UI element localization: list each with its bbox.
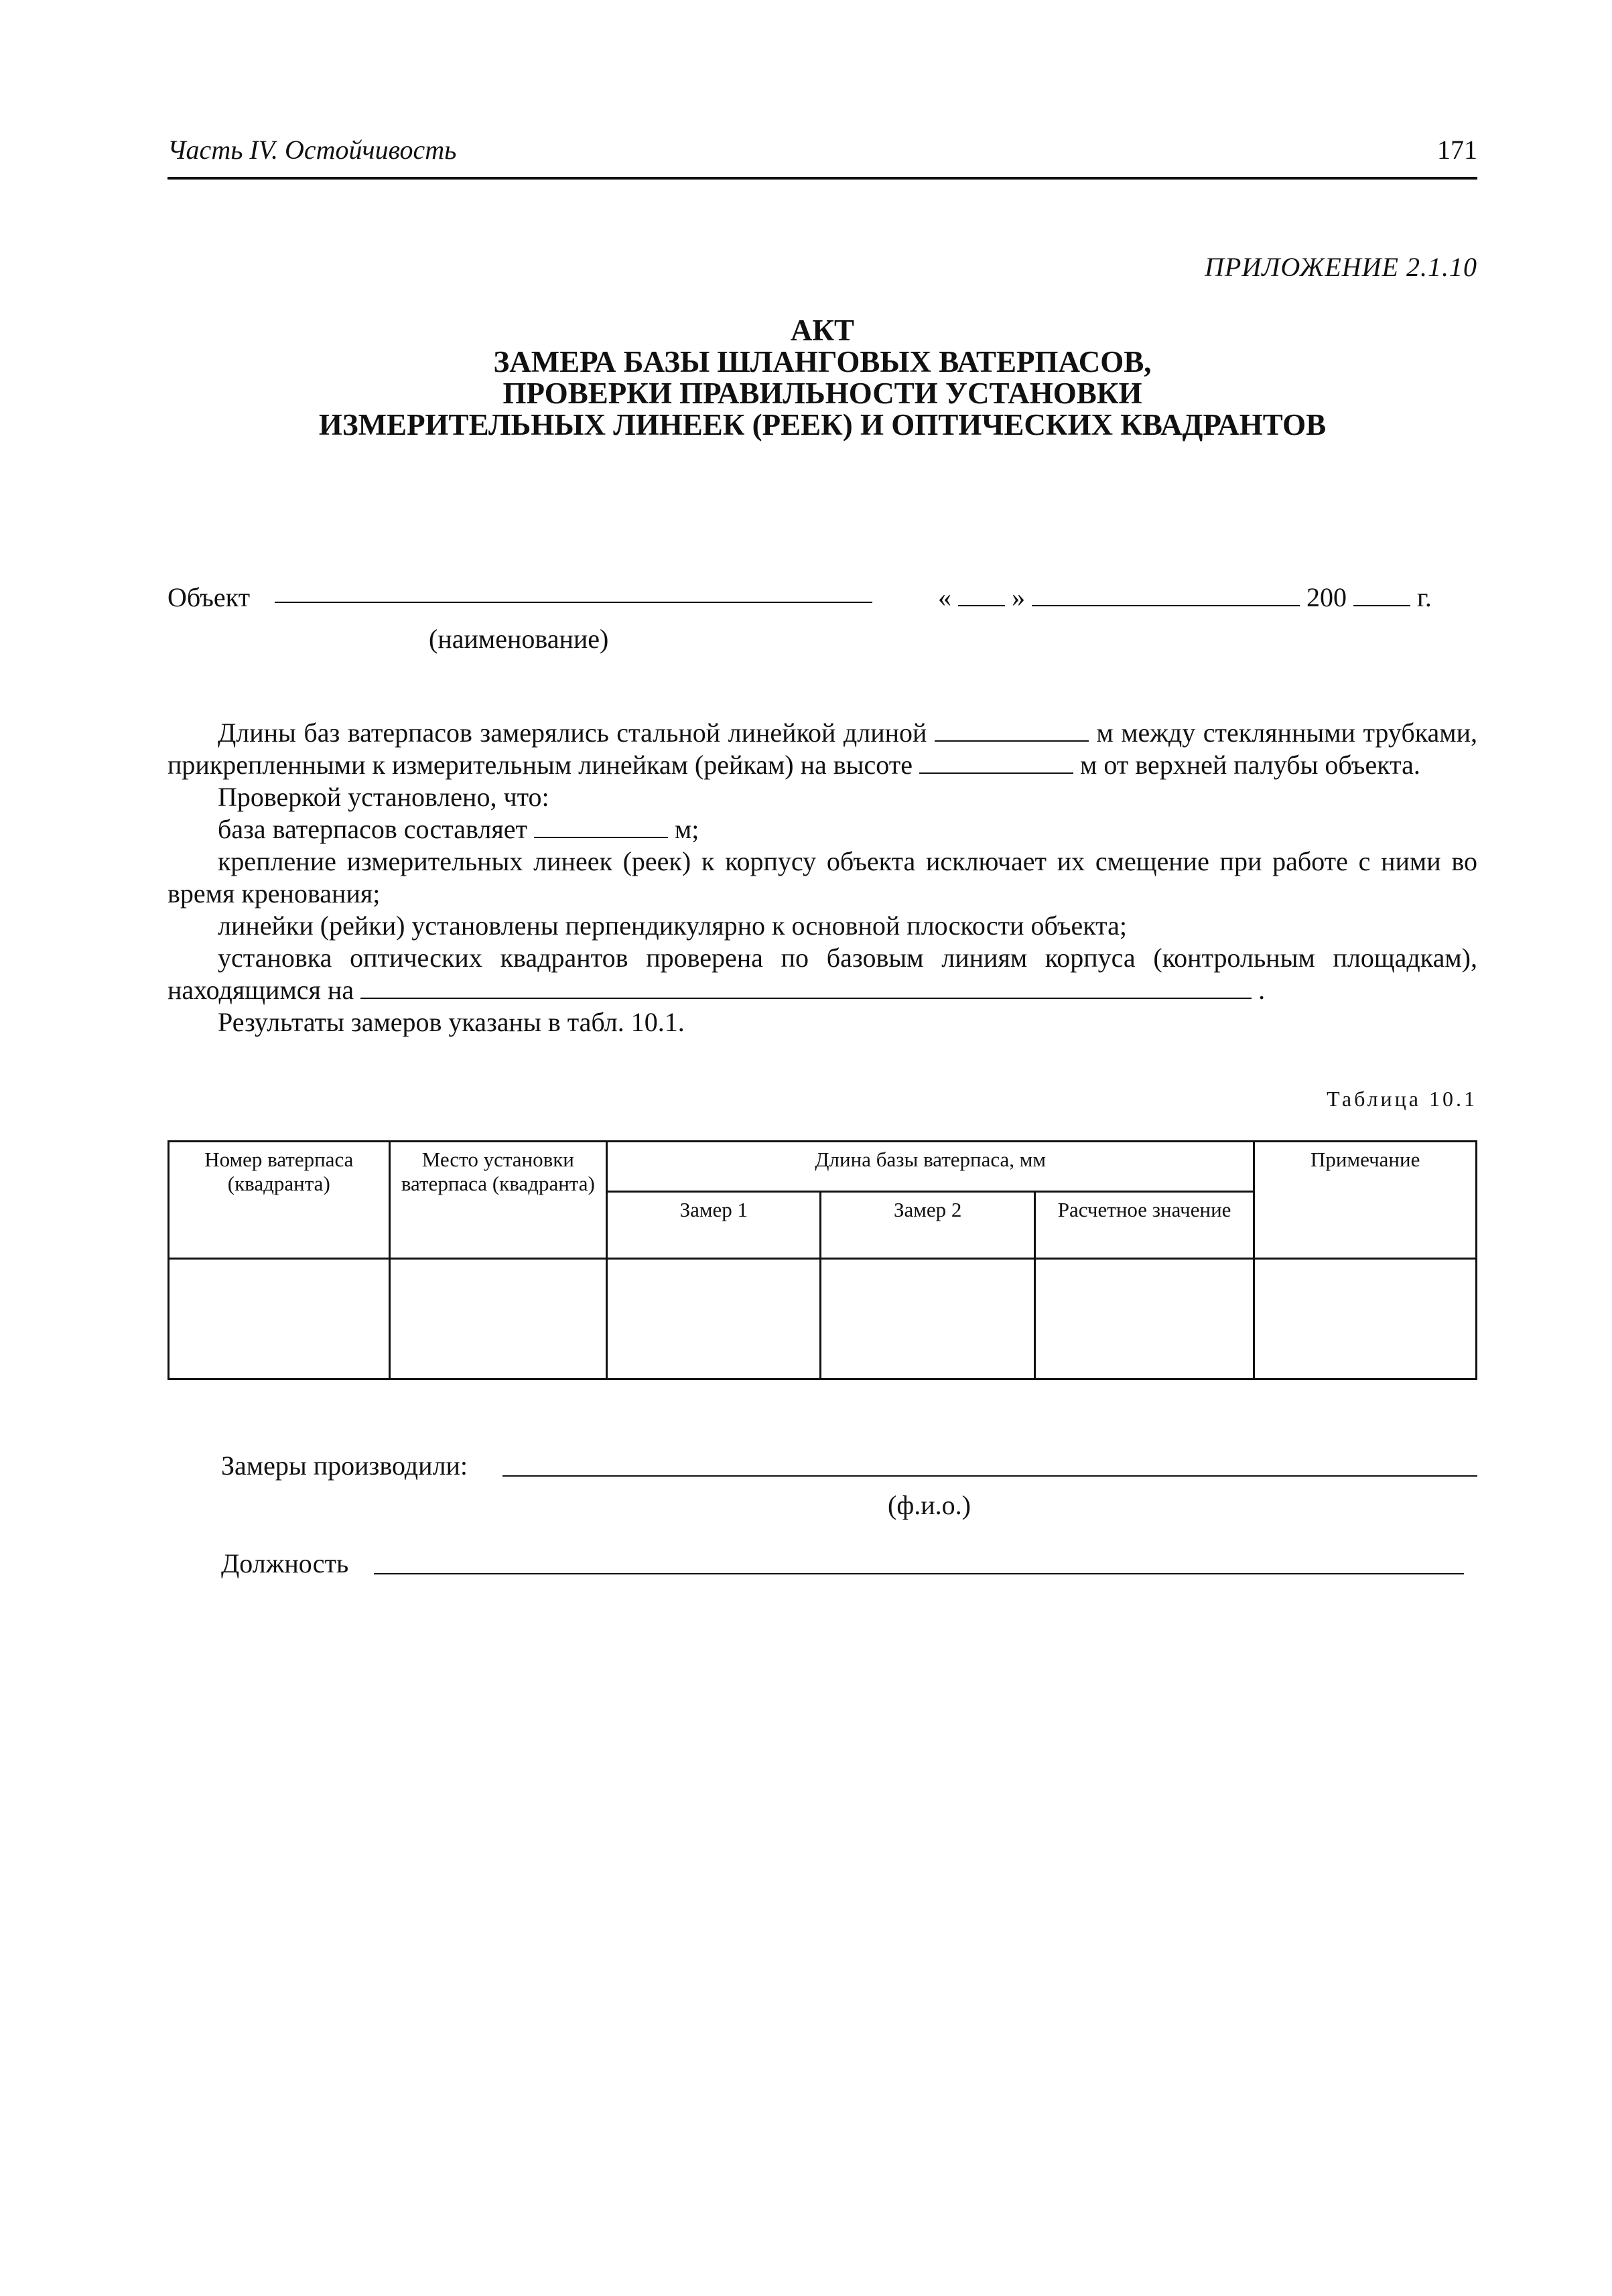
ruler-length-field[interactable] <box>935 722 1089 742</box>
body-text <box>167 717 1477 1038</box>
paragraph-quadrants <box>167 942 1477 1006</box>
title-line-3: ПРОВЕРКИ ПРАВИЛЬНОСТИ УСТАНОВКИ <box>502 377 1142 410</box>
date-close-quote: » <box>1012 582 1025 612</box>
year-field[interactable] <box>1353 586 1410 606</box>
position-label: Должность <box>221 1548 349 1578</box>
date-open-quote: « <box>938 582 951 612</box>
base-length-field[interactable] <box>534 818 668 838</box>
position-field[interactable] <box>374 1573 1464 1574</box>
paragraph-measurement <box>167 717 1477 781</box>
title-line-2: ЗАМЕРА БАЗЫ ШЛАНГОВЫХ ВАТЕРПАСОВ, <box>493 345 1152 379</box>
results-table <box>167 1140 1477 1380</box>
p3-text-a: база ватерпасов составляет <box>218 814 527 844</box>
paragraph-fastening: крепление измерительных линеек (реек) к корпусу объекта исключает их смещение при работе с ними во время кренования; <box>167 846 1477 908</box>
header-number: Номер ватерпаса (квадранта) <box>169 1142 390 1259</box>
cell-calculated[interactable] <box>1034 1259 1254 1379</box>
location-field[interactable] <box>360 979 1252 999</box>
title-line-1: АКТ <box>790 314 855 347</box>
object-name-field[interactable] <box>275 602 872 603</box>
paragraph-check: Проверкой установлено, что: <box>218 782 549 812</box>
title-line-4: ИЗМЕРИТЕЛЬНЫХ ЛИНЕЕК (РЕЕК) И ОПТИЧЕСКИХ КВАДРАНТОВ <box>318 408 1327 442</box>
paragraph-results: Результаты замеров указаны в табл. 10.1. <box>218 1007 685 1037</box>
document-title <box>167 315 1477 441</box>
date-field <box>938 582 1477 613</box>
p6-text-a: установка оптических квадрантов проверена по базовым линиям корпуса (контрольным площадкам), находящимся на <box>167 943 1477 1005</box>
section-title: Часть IV. Остойчивость <box>167 135 457 165</box>
p6-text-b: . <box>1258 975 1266 1005</box>
cell-measure-1[interactable] <box>607 1259 821 1379</box>
table-caption: Таблица 10.1 <box>1327 1087 1477 1111</box>
p3-text-b: м; <box>674 814 699 844</box>
year-prefix: 200 <box>1306 582 1347 612</box>
table-row <box>169 1259 1477 1379</box>
height-field[interactable] <box>919 754 1073 774</box>
month-field[interactable] <box>1032 586 1300 606</box>
header-note: Примечание <box>1254 1142 1477 1259</box>
object-label: Объект <box>167 582 251 612</box>
measured-by-label: Замеры производили: <box>221 1450 468 1481</box>
header-place: Место установки ватерпаса (квадранта) <box>389 1142 607 1259</box>
p1-text-a: Длины баз ватерпасов замерялись стальной линейкой длиной <box>218 718 927 748</box>
object-row <box>167 582 1477 615</box>
header-calculated: Расчетное значение <box>1034 1192 1254 1259</box>
header-length: Длина базы ватерпаса, мм <box>607 1142 1254 1192</box>
object-caption: (наименование) <box>429 624 609 654</box>
cell-note[interactable] <box>1254 1259 1477 1379</box>
cell-measure-2[interactable] <box>821 1259 1034 1379</box>
measured-by-row <box>221 1450 1477 1481</box>
measured-by-field[interactable] <box>502 1475 1477 1477</box>
day-field[interactable] <box>958 586 1005 606</box>
year-suffix: г. <box>1417 582 1432 612</box>
paragraph-base <box>167 813 1477 846</box>
header-measure-1: Замер 1 <box>607 1192 821 1259</box>
running-header <box>167 134 1477 180</box>
paragraph-perpendicular: линейки (рейки) установлены перпендикулярно к основной плоскости объекта; <box>218 910 1127 941</box>
table-header-row <box>169 1142 1477 1192</box>
fio-caption: (ф.и.о.) <box>888 1490 971 1520</box>
appendix-label: ПРИЛОЖЕНИЕ 2.1.10 <box>1205 252 1477 282</box>
header-measure-2: Замер 2 <box>821 1192 1034 1259</box>
position-row <box>221 1548 1464 1579</box>
p1-text-b: м между стеклянными трубками, прикрепленными к измерительным линейкам (рейкам) на высоте <box>167 718 1478 780</box>
p1-text-c: м от верхней палубы объекта. <box>1080 750 1420 780</box>
cell-place[interactable] <box>389 1259 607 1379</box>
cell-number[interactable] <box>169 1259 390 1379</box>
page-number: 171 <box>1437 135 1477 165</box>
